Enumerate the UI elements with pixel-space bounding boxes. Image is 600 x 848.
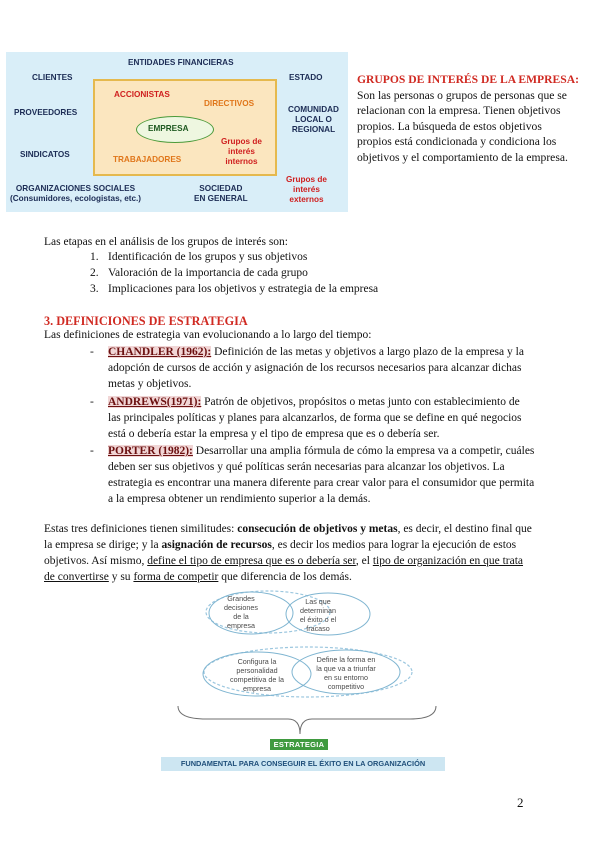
label-grupos-interes-internos [221,137,262,167]
label-directivos: DIRECTIVOS [204,99,255,108]
paragraph-line-4 [44,570,352,585]
etapas-item-num: 1. [90,251,99,263]
label-comunidad-local [288,105,339,135]
def-andrews-line-3: está o debería estar la empresa y el tipo de empresa que es o debería ser. [108,428,440,440]
def-porter-line-3: estrategia es encontrar una manera diferente para crear valor para el consumidor que permita [108,477,535,489]
def-chandler-line-3: metas y objetivos. [108,378,192,390]
para-text: Estas tres definiciones tienen similitudes: [44,523,238,535]
c4-line: la que va a triunfar [316,664,376,673]
comunidad-line-2: LOCAL O [295,115,332,124]
text-grandes-decisiones [210,594,272,630]
label-entidades-financieras: ENTIDADES FINANCIERAS [128,58,234,67]
text-forma-triunfar [301,655,391,691]
grupos-interes-definition [357,72,579,166]
definition-body: Son las personas o grupos de personas que se relacionan con la empresa. Tienen objetivos propios. La búsqueda de estos objetivos propios está condicionada y condiciona los objetivos y el comportamiento de la empresa. [357,88,568,164]
c1-line: de la [233,612,249,621]
def-text: Definición de las metas y objetivos a largo plazo de la empresa y la [211,346,524,358]
c3-line: competitiva de la [230,675,284,684]
label-estado: ESTADO [289,73,323,82]
label-organizaciones-sociales [10,184,141,204]
para-text: , es decir los medios para lograr la ejecución de estos [271,539,517,551]
author-andrews: ANDREWS(1971): [108,396,202,408]
c4-line: en su entorno [324,673,368,682]
def-porter-line-1 [108,444,534,459]
c1-line: Grandes [227,594,255,603]
page-number: 2 [517,795,524,810]
label-sindicatos: SINDICATOS [20,150,70,159]
para-text: , es decir, el destino final que [397,523,532,535]
etapas-item-text: Valoración de la importancia de cada grupo [108,267,308,279]
c1-line: decisiones [224,603,258,612]
section-intro: Las definiciones de estrategia van evolucionando a lo largo del tiempo: [44,329,372,341]
label-proveedores: PROVEEDORES [14,108,78,117]
label-grupos-interes-externos [286,175,327,205]
gi-externos-line-1: Grupos de [286,175,327,184]
c3-line: personalidad [236,666,278,675]
org-sociales-line-1: ORGANIZACIONES SOCIALES [15,184,136,193]
para-underline: forma de competir [133,571,219,583]
text-exito-fracaso [290,597,346,633]
label-clientes: CLIENTES [32,73,73,82]
label-trabajadores: TRABAJADORES [113,155,182,164]
curly-brace [178,706,436,734]
sociedad-line-1: SOCIEDAD [199,184,243,193]
para-text: , el [355,555,373,567]
def-text: Patrón de objetivos, propósitos o metas junto con establecimiento de [201,396,520,408]
etapas-item-text: Identificación de los grupos y sus objetivos [108,251,308,263]
sociedad-line-2: EN GENERAL [194,194,248,203]
label-empresa: EMPRESA [148,124,189,133]
c4-line: competitivo [327,682,365,691]
etapas-item-num: 2. [90,267,99,279]
def-porter-line-4: a la empresa obtener un rendimiento superior a la demás. [108,493,371,505]
section-heading: 3. DEFINICIONES DE ESTRATEGIA [44,314,248,328]
estrategia-label: ESTRATEGIA [270,739,328,750]
gi-externos-line-3: externos [289,195,324,204]
bullet-dash: - [90,396,94,408]
gi-internos-line-3: internos [225,157,258,166]
c3-line: empresa [243,684,271,693]
def-chandler-line-1 [108,345,524,360]
c3-line: Configura la [237,657,277,666]
label-accionistas: ACCIONISTAS [114,90,170,99]
org-sociales-line-2: (Consumidores, ecologistas, etc.) [10,194,142,203]
label-sociedad-general [194,184,248,204]
c2-line: el éxito o el [299,615,337,624]
para-bold: consecución de objetivos y metas [237,523,398,535]
para-text: y su [108,571,134,583]
author-chandler: CHANDLER (1962): [108,346,212,358]
gi-externos-line-2: interés [293,185,320,194]
para-text: la empresa se dirige; y la [44,539,162,551]
def-andrews-line-1 [108,395,520,410]
c2-line: Las que [305,597,331,606]
paragraph-line-1 [44,522,532,537]
etapas-item-text: Implicaciones para los objetivos y estrategia de la empresa [108,283,379,295]
para-text: que diferencia de los demás. [218,571,352,583]
etapas-intro: Las etapas en el análisis de los grupos de interés son: [44,236,288,248]
gi-internos-line-1: Grupos de [221,137,262,146]
para-underline: de convertirse [44,571,109,583]
text-personalidad [215,657,299,693]
para-text: objetivos. Así mismo, [44,555,148,567]
def-chandler-line-2: adopción de cursos de acción y asignación de los recursos necesarios para alcanzar dichas [108,362,522,374]
stakeholders-diagram [6,52,348,212]
definition-title: GRUPOS DE INTERÉS DE LA EMPRESA: [357,73,579,86]
paragraph-line-2 [44,538,516,553]
comunidad-line-1: COMUNIDAD [288,105,339,114]
fundamental-banner: FUNDAMENTAL PARA CONSEGUIR EL ÉXITO EN LA ORGANIZACIÓN [161,757,445,771]
author-porter: PORTER (1982): [108,445,193,457]
c4-line: Define la forma en [316,655,376,664]
para-underline: define el tipo de empresa que es o debería ser [147,555,356,567]
paragraph-line-3 [44,554,523,569]
bullet-dash: - [90,346,94,358]
c2-line: fracaso [306,624,330,633]
c1-line: empresa [227,621,255,630]
etapas-item-num: 3. [90,283,99,295]
c2-line: determinan [300,606,336,615]
def-text: Desarrollar una amplia fórmula de cómo la empresa va a competir, cuáles [192,445,535,457]
bullet-dash: - [90,445,94,457]
gi-internos-line-2: interés [228,147,255,156]
comunidad-line-3: REGIONAL [291,125,336,134]
def-porter-line-2: deben ser sus objetivos y qué políticas serán necesarias para alcanzar los objetivos. La [108,461,505,473]
para-underline: tipo de organización en que trata [372,555,524,567]
para-bold: asignación de recursos [161,539,272,551]
def-andrews-line-2: las principales políticas y planes para alcanzarlos, de forma que se define en qué negocios [108,412,522,424]
